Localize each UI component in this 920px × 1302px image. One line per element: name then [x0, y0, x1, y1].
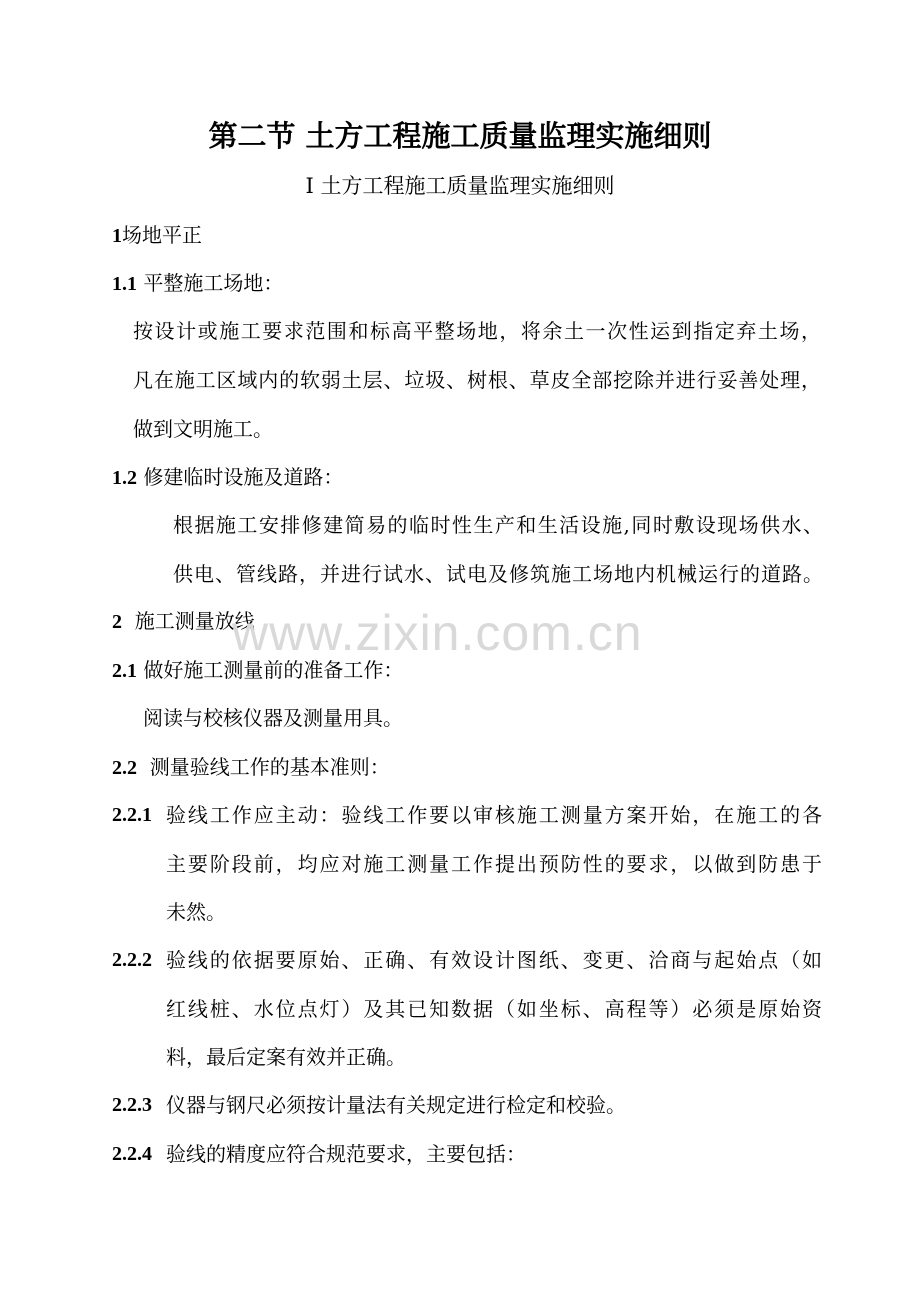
section-number: 1 [112, 225, 122, 247]
subsection-title: 平整施工场地： [143, 271, 284, 295]
subsection-heading [112, 270, 283, 297]
subsection-number: 1.2 [112, 467, 137, 489]
section-number: 2 [112, 611, 122, 633]
page-subtitle: Ⅰ 土方工程施工质量监理实施细则 [305, 174, 615, 198]
clause-line: 仪器与钢尺必须按计量法有关规定进行检定和校验。 [166, 1093, 626, 1117]
paragraph-line: 供电、管线路，并进行试水、试电及修筑施工场地内机械运行的道路。 [173, 562, 823, 586]
subsection-title: 做好施工测量前的准备工作： [143, 658, 404, 682]
subsection-number: 1.1 [112, 273, 137, 295]
paragraph-line: 凡在施工区域内的软弱土层、垃圾、树根、草皮全部挖除并进行妥善处理， [133, 368, 821, 392]
clause-line: 未然。 [166, 900, 226, 924]
watermark: www.zixin.com.cn [232, 605, 643, 661]
clause-number: 2.2.1 [112, 804, 152, 826]
subsection-title: 修建临时设施及道路： [143, 465, 344, 489]
clause-line: 料，最后定案有效并正确。 [166, 1045, 406, 1069]
section-title: 场地平正 [122, 223, 202, 247]
clause-line: 红线桩、水位点灯）及其已知数据（如坐标、高程等）必须是原始资 [166, 997, 822, 1021]
section-heading [112, 222, 202, 249]
paragraph-line: 做到文明施工。 [133, 417, 273, 441]
clause-line: 验线的依据要原始、正确、有效设计图纸、变更、洽商与起始点（如 [166, 948, 822, 972]
paragraph-line: 根据施工安排修建简易的临时性生产和生活设施,同时敷设现场供水、 [173, 513, 823, 537]
clause-line: 验线工作应主动：验线工作要以审核施工测量方案开始，在施工的各 [166, 803, 822, 827]
subsection-title: 测量验线工作的基本准则： [149, 755, 390, 779]
subsection-number: 2.1 [112, 660, 137, 682]
clause-number: 2.2.4 [112, 1143, 152, 1165]
clause-line: 主要阶段前，均应对施工测量工作提出预防性的要求，以做到防患于 [166, 852, 822, 876]
clause-number: 2.2.3 [112, 1094, 152, 1116]
page-title: 第二节 土方工程施工质量监理实施细则 [208, 119, 712, 153]
subsection-number: 2.2 [112, 757, 137, 779]
paragraph-line: 阅读与校核仪器及测量用具。 [143, 706, 403, 730]
clause-line: 验线的精度应符合规范要求，主要包括： [166, 1142, 526, 1166]
clause-number: 2.2.2 [112, 949, 152, 971]
section-title: 施工测量放线 [134, 609, 255, 633]
subsection-heading [112, 754, 390, 781]
paragraph-line: 按设计或施工要求范围和标高平整场地，将余土一次性运到指定弃土场， [133, 319, 821, 343]
subsection-heading [112, 464, 343, 491]
